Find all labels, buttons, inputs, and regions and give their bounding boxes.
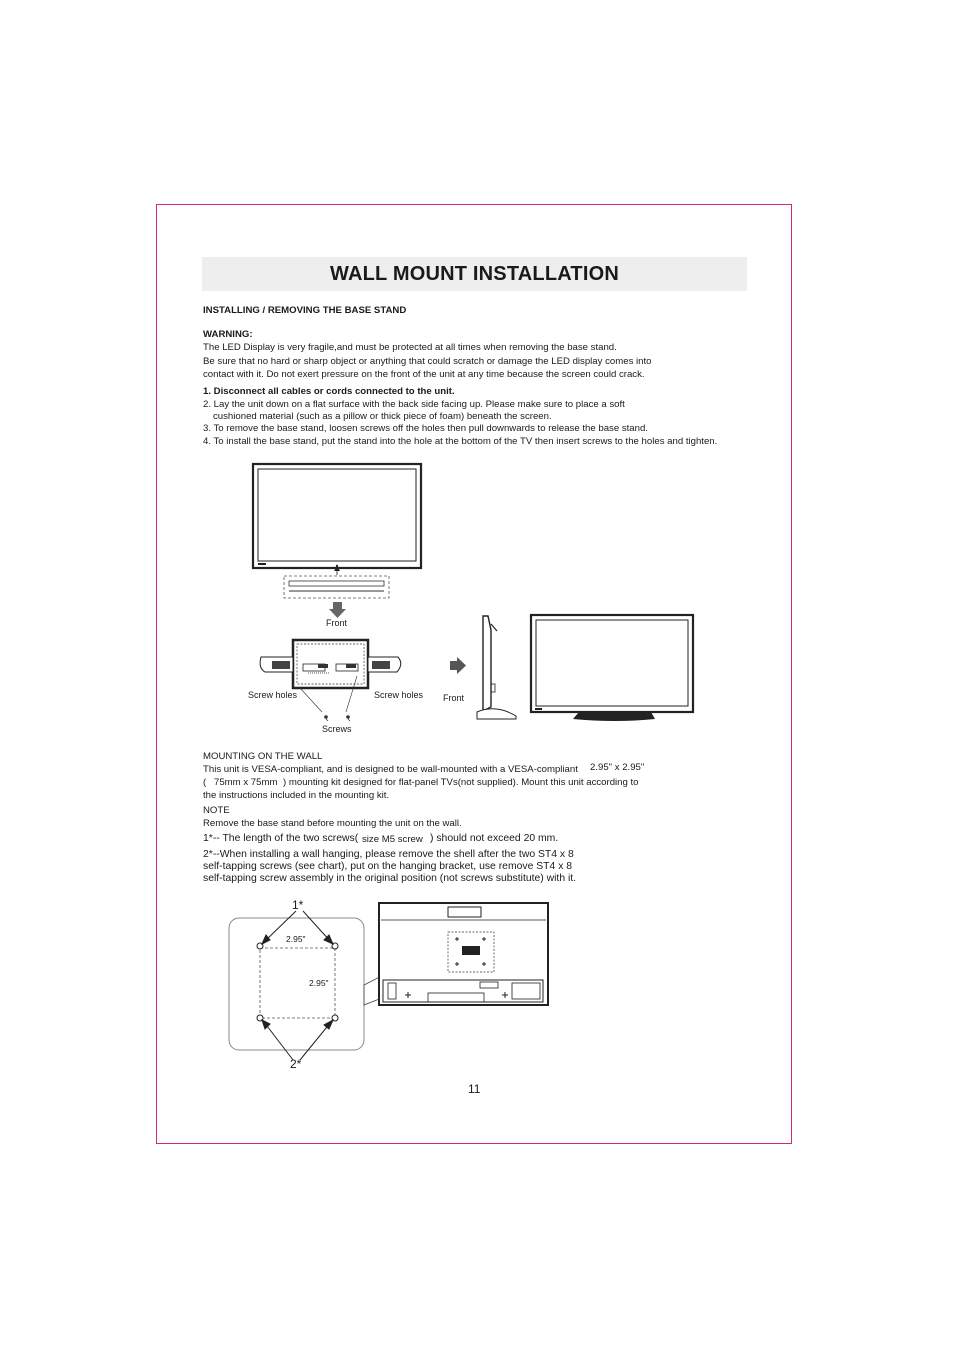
note1-suffix: ) should not exceed 20 mm.	[430, 833, 559, 844]
screw-holes-label-left: Screw holes	[248, 690, 298, 700]
vesa-label-1: 1*	[292, 898, 304, 912]
warning-label: WARNING:	[203, 329, 253, 340]
section-heading-base-stand: INSTALLING / REMOVING THE BASE STAND	[203, 305, 407, 316]
wall-text-line: the instructions included in the mounting kit.	[203, 790, 390, 801]
note2-line: self-tapping screws (see chart), put on the hanging bracket, use remove ST4 x 8	[203, 861, 573, 872]
wall-text-line: This unit is VESA-compliant, and is designed to be wall-mounted with a VESA-compliant	[203, 764, 578, 775]
side-front-label: Front	[443, 693, 465, 703]
vesa-size-mm: 75mm x 75mm	[214, 777, 278, 788]
screw-holes-label-right: Screw holes	[374, 690, 424, 700]
vesa-dim-horizontal: 2.95"	[286, 934, 306, 944]
section-heading-wall: MOUNTING ON THE WALL	[203, 751, 323, 762]
step-line: cushioned material (such as a pillow or thick piece of foam) beneath the screen.	[213, 411, 552, 422]
warning-line: contact with it. Do not exert pressure on the front of the unit at any time because the screen could crack.	[203, 369, 645, 380]
vesa-dim-vertical: 2.95"	[309, 978, 329, 988]
step-line: 2. Lay the unit down on a flat surface with the back side facing up. Please make sure to place a soft	[203, 399, 625, 410]
note2-line: 2*--When installing a wall hanging, please remove the shell after the two ST4 x 8	[203, 849, 574, 860]
vesa-size-inches: 2.95" x 2.95"	[590, 762, 645, 773]
wall-text-line: ) mounting kit designed for flat-panel TVs(not supplied). Mount this unit according to	[283, 777, 639, 788]
page-number: 11	[468, 1082, 481, 1096]
step-line: 4. To install the base stand, put the stand into the hole at the bottom of the TV then insert screws to the holes and tighten.	[203, 436, 718, 447]
warning-line: The LED Display is very fragile,and must be protected at all times when removing the base stand.	[203, 342, 617, 353]
step-line: 1. Disconnect all cables or cords connected to the unit.	[203, 386, 455, 397]
note-text: Remove the base stand before mounting the unit on the wall.	[203, 818, 462, 829]
vesa-label-2: 2*	[290, 1057, 302, 1071]
step-line: 3. To remove the base stand, loosen screws off the holes then pull downwards to release the base stand.	[203, 423, 648, 434]
screws-label: Screws	[322, 724, 352, 734]
note-label: NOTE	[203, 805, 230, 816]
warning-line: Be sure that no hard or sharp object or anything that could scratch or damage the LED display comes into	[203, 356, 652, 367]
note1-prefix: 1*-- The length of the two screws(	[203, 833, 359, 844]
wall-text-paren: (	[203, 777, 207, 788]
front-label: Front	[326, 618, 348, 628]
tv-back-view	[379, 903, 548, 1005]
note1-screw-size: size M5 screw	[362, 834, 423, 845]
page-title: WALL MOUNT INSTALLATION	[329, 263, 619, 285]
note2-line: self-tapping screw assembly in the original position (not screws substitute) with it.	[203, 873, 577, 884]
